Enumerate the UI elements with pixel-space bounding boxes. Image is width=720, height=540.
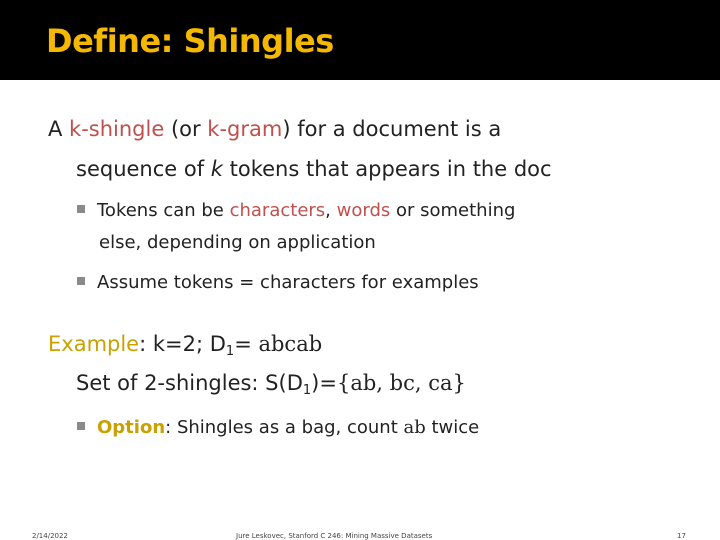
term-k-shingle: k-shingle (69, 117, 165, 141)
subbullet-option-bag: Option: Shingles as a bag, count ab twice (77, 413, 479, 443)
square-bullet-icon (77, 277, 85, 285)
bullet-kshingle-definition-cont: sequence of k tokens that appears in the doc (76, 157, 552, 181)
term-words: words (336, 200, 391, 221)
subbullet-token-types: Tokens can be characters, words or something (77, 196, 515, 226)
square-bullet-icon (77, 422, 85, 430)
term-k-gram: k-gram (207, 117, 283, 141)
square-bullet-icon (77, 205, 85, 213)
footer-date: 2/14/2022 (32, 532, 68, 540)
bullet-example: Example: k=2; $D_1=$ abcab (48, 332, 323, 359)
term-option: Option (97, 417, 166, 438)
subbullet-assume-characters: Assume tokens = characters for examples (77, 268, 479, 298)
bullet-example-cont: Set of 2-shingles: $S(D_1)=\{ab$, bc, ca} (76, 371, 466, 398)
example-string: abcab (258, 332, 323, 356)
footer-page-number: 17 (677, 532, 686, 540)
term-characters: characters (229, 200, 326, 221)
slide-title: Define: Shingles (46, 22, 334, 60)
subbullet-token-types-cont: else, depending on application (99, 232, 376, 253)
bullet-kshingle-definition: A k-shingle (or k-gram) for a document is a (48, 117, 502, 141)
shingle-set: {ab, bc, ca} (336, 371, 466, 395)
footer-credit: Jure Leskovec, Stanford C 246: Mining Massive Datasets (236, 532, 433, 540)
title-bar (0, 0, 720, 80)
term-example: Example (48, 332, 140, 356)
